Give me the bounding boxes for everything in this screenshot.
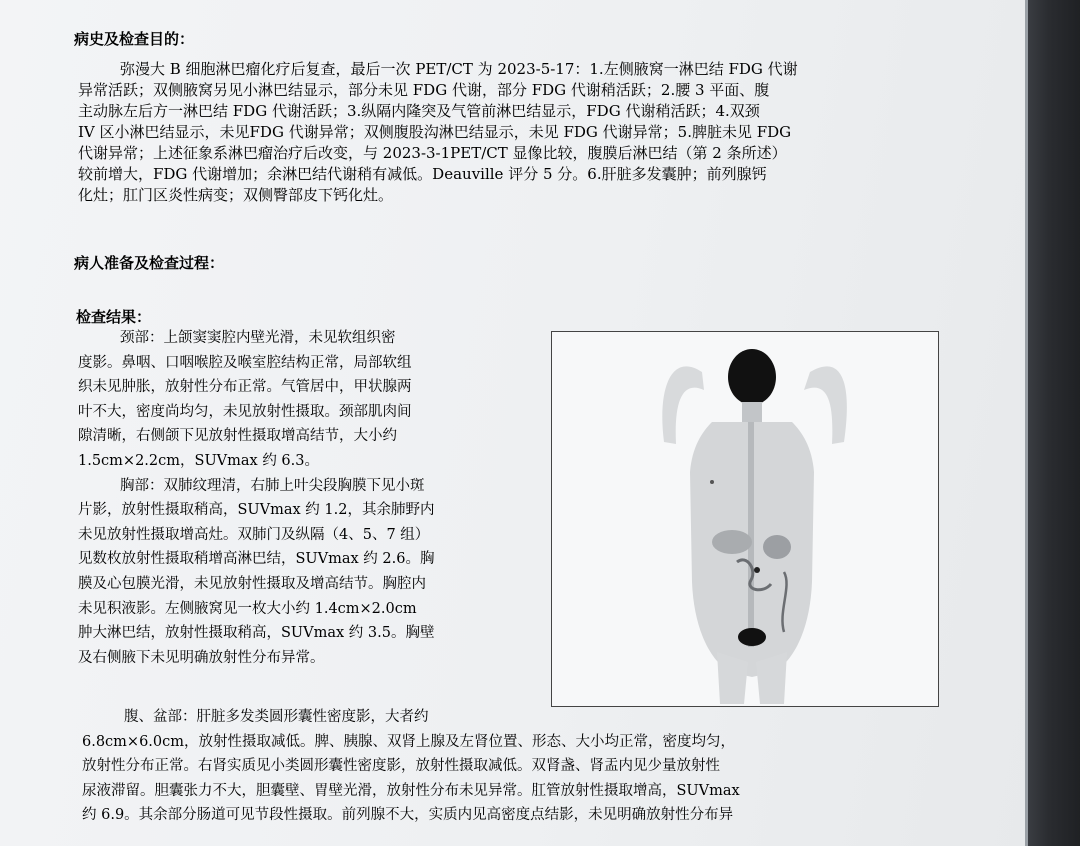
results-line: 放射性分布正常。右肾实质见小类圆形囊性密度影，放射性摄取减低。双肾盏、肾盂内见少量放射性 (82, 758, 720, 774)
results-line: 尿液滞留。胆囊张力不大，胆囊壁、胃壁光滑，放射性分布未见异常。肛管放射性摄取增高，SUVmax (82, 782, 740, 799)
history-line: 代谢异常；上述征象系淋巴瘤治疗后改变，与 2023-3-1PET/CT 显像比较，腹膜后淋巴结（第 2 条所述） (78, 144, 787, 162)
history-line: 弥漫大 B 细胞淋巴瘤化疗后复查，最后一次 PET/CT 为 2023-5-17：1.左侧腋窝一淋巴结 FDG 代谢 (120, 60, 798, 78)
results-line: 颈部：上颌窦窦腔内壁光滑，未见软组织密 (120, 330, 396, 346)
results-line: 见数枚放射性摄取稍增高淋巴结，SUVmax 约 2.6。胸 (78, 551, 435, 568)
results-line: 胸部：双肺纹理清，右肺上叶尖段胸膜下见小斑 (120, 477, 425, 494)
results-line: 隙清晰，右侧颌下见放射性摄取增高结节，大小约 (78, 428, 397, 445)
results-line: 6.8cm×6.0cm，放射性摄取减低。脾、胰腺、双肾上腺及左肾位置、形态、大小均正常，密度均匀， (82, 733, 736, 750)
preparation-heading: 病人准备及检查过程： (74, 254, 225, 272)
history-line: 主动脉左后方一淋巴结 FDG 代谢活跃；3.纵隔内隆突及气管前淋巴结显示，FDG 代谢稍活跃；4.双颈 (78, 102, 760, 120)
results-line: 肿大淋巴结，放射性摄取稍高，SUVmax 约 3.5。胸壁 (78, 625, 435, 642)
monitor-bezel (1028, 0, 1080, 846)
history-line: 化灶；肛门区炎性病变；双侧臀部皮下钙化灶。 (78, 186, 394, 204)
results-line: 织未见肿胀，放射性分布正常。气管居中，甲状腺两 (78, 379, 412, 396)
results-line: 未见放射性摄取增高灶。双肺门及纵隔（4、5、7 组） (78, 526, 430, 543)
pet-mip-image (551, 331, 939, 707)
history-paragraph (78, 58, 948, 205)
results-line: 及右侧腋下未见明确放射性分布异常。 (78, 649, 325, 666)
history-line: 较前增大，FDG 代谢增加；余淋巴结代谢稍有减低。Deauville 评分 5 分。6.肝脏多发囊肿；前列腺钙 (78, 165, 767, 183)
results-line: 叶不大，密度尚均匀，未见放射性摄取。颈部肌肉间 (78, 403, 412, 420)
history-line: IV 区小淋巴结显示，未见FDG 代谢异常；双侧腹股沟淋巴结显示，未见 FDG 代谢异常；5.脾脏未见 FDG (78, 123, 792, 141)
results-line: 度影。鼻咽、口咽喉腔及喉室腔结构正常，局部软组 (78, 354, 412, 371)
history-line: 异常活跃；双侧腋窝另见小淋巴结显示，部分未见 FDG 代谢，部分 FDG 代谢稍活跃；2.腰 3 平面、腹 (78, 81, 770, 99)
pet-body-figure (552, 332, 938, 706)
history-heading: 病史及检查目的： (74, 30, 195, 48)
results-line: 膜及心包膜光滑，未见放射性摄取及增高结节。胸腔内 (78, 575, 426, 592)
results-line: 腹、盆部：肝脏多发类圆形囊性密度影，大者约 (124, 709, 429, 725)
results-full-width-text (82, 705, 740, 828)
results-line: 1.5cm×2.2cm，SUVmax 约 6.3。 (78, 452, 319, 469)
results-heading: 检查结果： (76, 308, 152, 326)
results-line: 片影，放射性摄取稍高，SUVmax 约 1.2，其余肺野内 (78, 502, 435, 519)
results-line: 未见积液影。左侧腋窝见一枚大小约 1.4cm×2.0cm (78, 600, 417, 617)
results-line: 约 6.9。其余部分肠道可见节段性摄取。前列腺不大，实质内见高密度点结影，未见明确放射性分布异 (82, 807, 734, 823)
results-column-text (78, 326, 434, 670)
